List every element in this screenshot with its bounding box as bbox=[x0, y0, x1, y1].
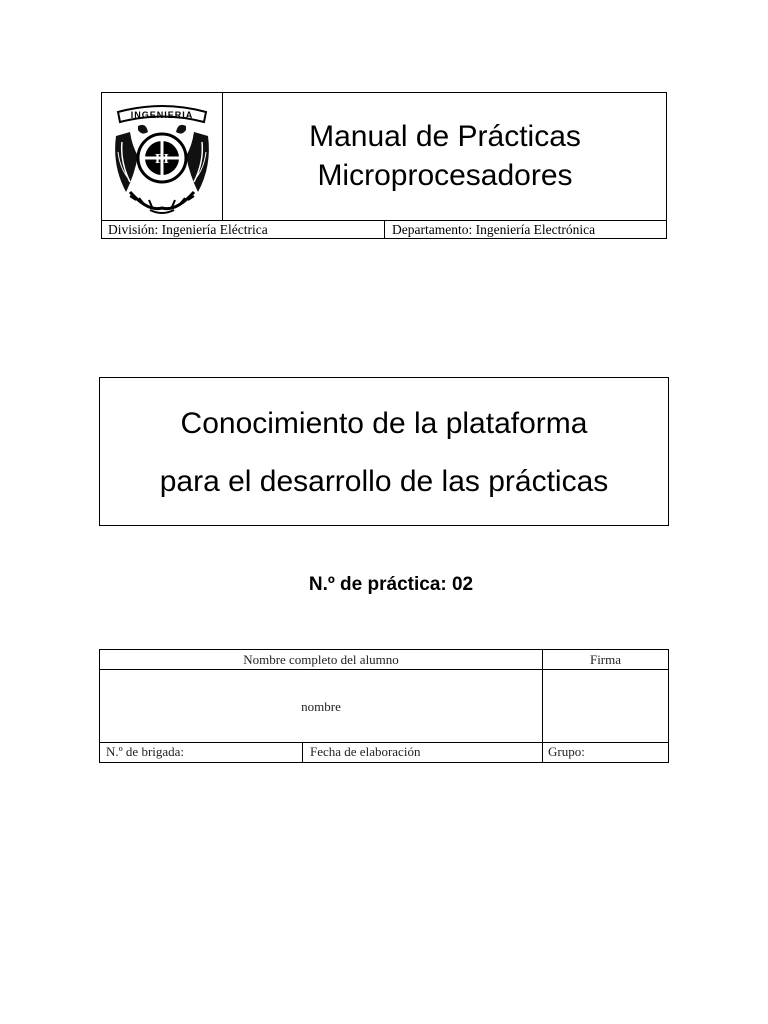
name-value: nombre bbox=[100, 670, 543, 743]
info-row bbox=[102, 220, 666, 238]
name-header: Nombre completo del alumno bbox=[100, 650, 543, 670]
manual-title bbox=[223, 117, 667, 195]
department-label: Departamento: Ingeniería Electrónica bbox=[392, 222, 596, 237]
practice-title-line2: para el desarrollo de las prácticas bbox=[159, 465, 609, 498]
group-label: Grupo: bbox=[548, 744, 585, 759]
practice-title-line1: Conocimiento de la plataforma bbox=[180, 407, 588, 440]
practice-title bbox=[100, 395, 668, 511]
manual-title-line2: Microprocesadores bbox=[317, 159, 573, 192]
practice-number: N.º de práctica: 02 bbox=[308, 574, 474, 595]
student-table bbox=[99, 649, 669, 763]
brigade-label: N.º de brigada: bbox=[100, 743, 303, 762]
signature-header: Firma bbox=[543, 650, 668, 670]
division-label: División: Ingeniería Eléctrica bbox=[102, 221, 385, 239]
logo-banner-text: INGENIERIA bbox=[130, 110, 194, 120]
practice-title-box bbox=[99, 377, 669, 526]
signature-field bbox=[543, 670, 668, 743]
faculty-logo bbox=[108, 96, 216, 218]
date-label: Fecha de elaboración bbox=[303, 743, 543, 762]
header-box bbox=[101, 92, 667, 239]
manual-title-line1: Manual de Prácticas bbox=[309, 120, 581, 153]
logo-cell bbox=[102, 93, 223, 220]
logo-monogram: FI bbox=[155, 152, 169, 167]
